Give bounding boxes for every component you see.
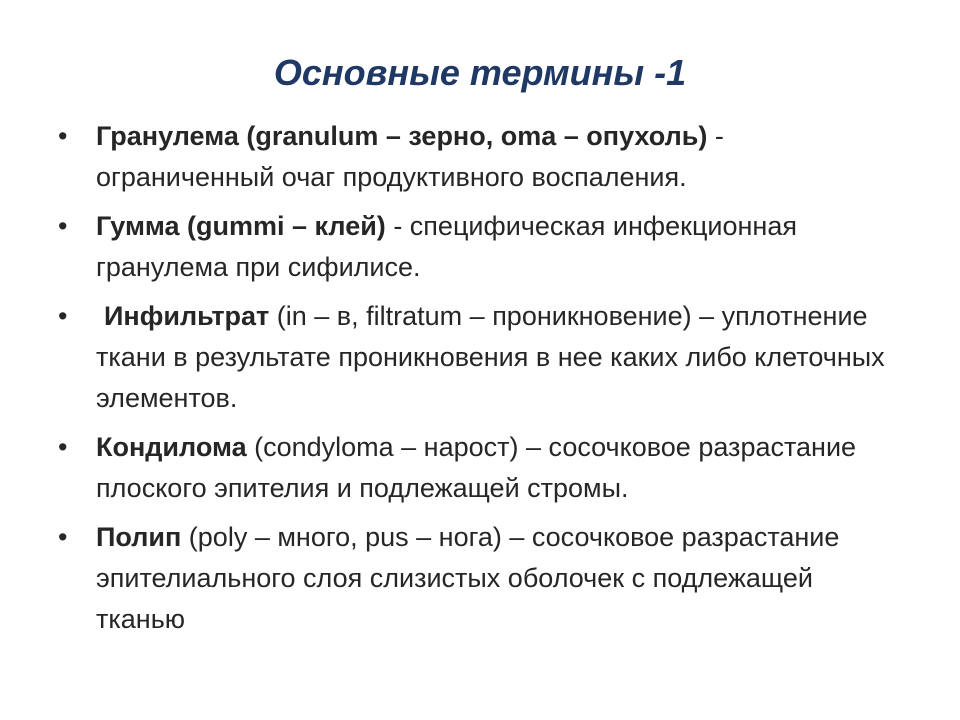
- bullet-icon: •: [58, 301, 68, 331]
- definition-condyloma: (condyloma – нарост) – сосочковое разрастание плоского эпителия и подлежащей стромы.: [96, 432, 857, 503]
- term-condyloma: Кондилома: [96, 432, 247, 462]
- bullet-icon: •: [58, 522, 68, 552]
- definition-polyp: (poly – много, pus – нога) – сосочковое разрастание эпителиального слоя слизистых оболочек с подлежащей тканью: [96, 522, 840, 634]
- term-gumma: Гумма (gummi – клей): [96, 211, 386, 241]
- term-granuloma: Гранулема (granulum – зерно, oma – опухоль): [96, 121, 708, 151]
- bullet-icon: •: [58, 211, 68, 241]
- list-item-gumma: [0, 206, 960, 288]
- term-infiltrate: Инфильтрат: [104, 301, 270, 331]
- term-polyp: Полип: [96, 522, 182, 552]
- list-item-granuloma: [0, 116, 960, 198]
- definition-infiltrate: (in – в, filtratum – проникновение) – уплотнение ткани в результате проникновения в нее каких либо клеточных элементов.: [96, 301, 885, 413]
- list-item-condyloma: [0, 427, 960, 509]
- list-item-infiltrate: [0, 296, 960, 419]
- slide-title: Основные термины -1: [273, 52, 687, 93]
- terms-list: [0, 116, 960, 648]
- bullet-icon: •: [58, 121, 68, 151]
- list-item-polyp: [0, 517, 960, 640]
- definition-granuloma: - ограниченный очаг продуктивного воспаления.: [96, 121, 724, 192]
- definition-gumma: - специфическая инфекционная гранулема при сифилисе.: [96, 211, 797, 282]
- bullet-icon: •: [58, 432, 68, 462]
